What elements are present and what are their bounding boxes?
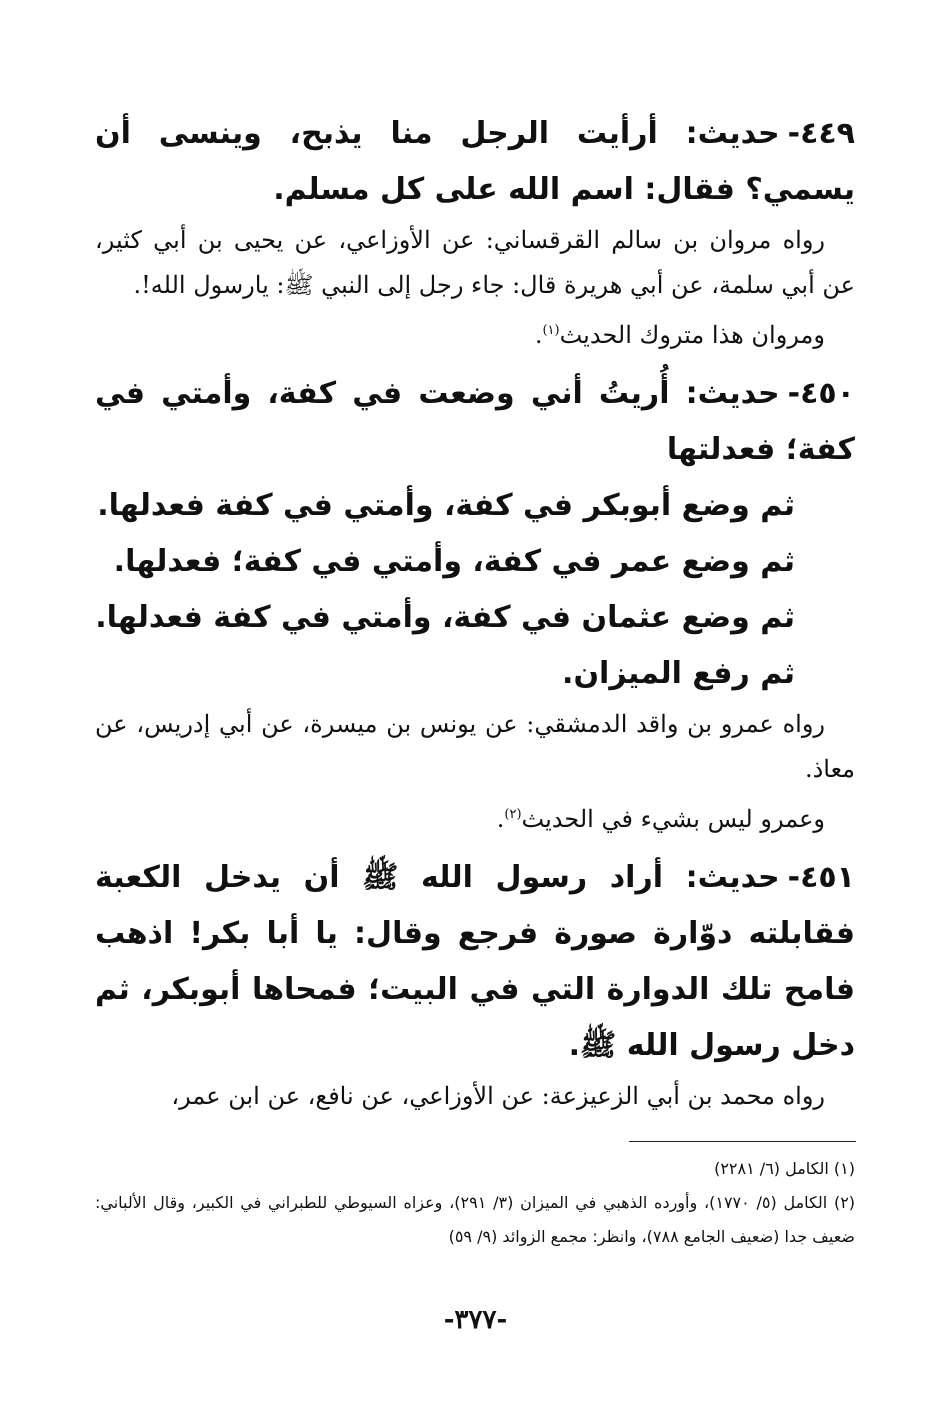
narration: رواه مروان بن سالم القرقساني: عن الأوزاعي، عن يحيى بن أبي كثير، عن أبي سلمة، عن أبي هريرة قال: جاء رجل إلى النبي ﷺ: يارسول الله!.: [95, 226, 855, 299]
footnote-1: (١) الكامل (٦/ ٢٢٨١): [714, 1159, 855, 1178]
hadith-number: ٤٥١-: [787, 860, 855, 895]
hadith-title: [95, 850, 855, 1074]
hadith-text: حديث: أُريتُ أني وضعت في كفة، وأمتي في كفة؛ فعدلتها: [95, 376, 855, 467]
hadith-line: ثم وضع عمر في كفة، وأمتي في كفة؛ فعدلها.: [113, 544, 795, 579]
verdict: ومروان هذا متروك الحديث$^{(١)}$.: [534, 321, 825, 349]
hadith-title: [95, 366, 855, 478]
hadith-text: حديث: أرأيت الرجل منا يذبح، وينسى أن يسمي؟ فقال: اسم الله على كل مسلم.: [95, 116, 855, 207]
narration: رواه عمرو بن واقد الدمشقي: عن يونس بن ميسرة، عن أبي إدريس، عن معاذ.: [95, 710, 855, 783]
hadith-title: [95, 106, 855, 218]
hadith-450: [95, 366, 855, 842]
hadith-line: ثم وضع عثمان في كفة، وأمتي في كفة فعدلها.: [95, 600, 795, 635]
hadith-text: حديث: أراد رسول الله ﷺ أن يدخل الكعبة فقابلته دوّارة صورة فرجع وقال: يا أبا بكر! اذهب فامح تلك الدوارة التي في البيت؛ فمحاها أبوبكر، ثم دخل رسول الله ﷺ.: [95, 860, 855, 1063]
hadith-number: ٤٤٩-: [787, 116, 855, 151]
footnote-divider: [629, 1141, 856, 1142]
verdict: وعمرو ليس بشيء في الحديث$^{(٢)}$.: [496, 805, 825, 833]
footnote-marker: (٢): [504, 807, 522, 822]
footnote-2: (٢) الكامل (٥/ ١٧٧٠)، وأورده الذهبي في الميزان (٣/ ٢٩١)، وعزاه السيوطي للطبراني في الكبير، وقال الألباني: ضعيف جدا (ضعيف الجامع ٧٨٨)، وانظر: مجمع الزوائد (٩/ ٥٩): [95, 1193, 856, 1246]
narration: رواه محمد بن أبي الزعيزعة: عن الأوزاعي، عن نافع، عن ابن عمر،: [171, 1082, 825, 1110]
footnote-marker: (١): [542, 323, 560, 338]
hadith-line: ثم رفع الميزان.: [562, 656, 795, 691]
hadith-line: ثم وضع أبوبكر في كفة، وأمتي في كفة فعدلها.: [97, 488, 795, 523]
hadith-number: ٤٥٠-: [787, 376, 855, 411]
page-body: [95, 106, 855, 1127]
page-number: -٣٧٧-: [443, 1305, 508, 1335]
footnotes: [95, 1152, 855, 1254]
hadith-451: [95, 850, 855, 1119]
hadith-449: [95, 106, 855, 358]
